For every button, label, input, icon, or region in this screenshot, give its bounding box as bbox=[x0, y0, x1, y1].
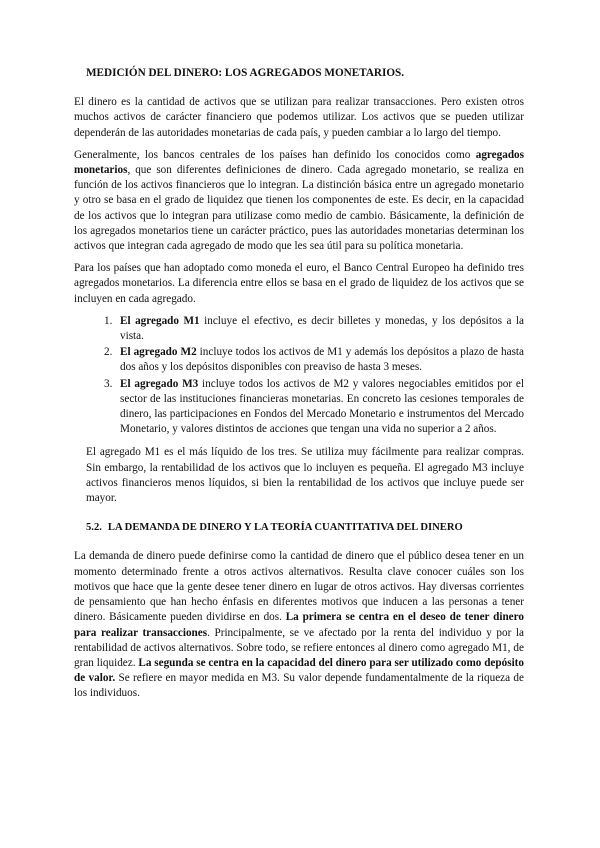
paragraph-liquidity: El agregado M1 es el más líquido de los tres. Se utiliza muy fácilmente para realizar compras. Sin embargo, la rentabilidad de los activos que lo incluyen es pequeña. El agregado M3 incluye activos financieros menos líquidos, si bien la rentabilidad de los activos que incluye puede ser mayor. bbox=[86, 446, 524, 505]
list-number: 2. bbox=[104, 346, 113, 359]
list-number: 3. bbox=[104, 377, 113, 390]
list-text: incluye todos los activos de M2 y valores negociables emitidos por el sector de las instituciones financieras monetarias. En concreto las cesiones temporales de dinero, las participaciones en Fondos del Mercado Monetario e instrumentos del Mercado Monetario, y valores distintos de acciones que tengan una vida no superior a 2 años. bbox=[120, 377, 524, 436]
paragraph-text: La demanda de dinero puede definirse como la cantidad de dinero que el público desea tener en un momento determinado frente a otros activos alternativos. Resulta clave conocer cuáles son los motivos que hace que la gente desee tener dinero en lugar de otros activos. Hay diversas corrientes de pensamiento que han hecho énfasis en diferentes motivos que inducen a las personas a tener dinero. Básicamente pueden dividirse en dos. bbox=[74, 550, 524, 624]
bold-term: La primera se centra en el deseo de tener dinero para realizar transacciones bbox=[74, 611, 524, 639]
paragraph-text: , que son diferentes definiciones de dinero. Cada agregado monetario, se realiza en función de los activos financieros que lo integran. La distinción básica entre un agregado monetario y otro se basa en el grado de liquidez que tienen los componentes de este. Es decir, en la capacidad de los activos que lo integran para utilizase como medio de cambio. Básicamente, la definición de los agregados monetarios tiene un carácter práctico, pues las autoridades monetarias determinan los activos que integran cada agregado de modo que les sea útil para su política monetaria. bbox=[74, 164, 524, 253]
aggregates-list bbox=[74, 314, 524, 438]
paragraph-text: Generalmente, los bancos centrales de los países han definido los conocidos como bbox=[74, 148, 476, 161]
list-bold-term: El agregado M1 bbox=[120, 314, 200, 327]
paragraph-intro: El dinero es la cantidad de activos que se utilizan para realizar transacciones. Pero existen otros muchos activos de carácter financiero que podemos utilizar. Los activos que se pueden utilizar dependerán de las autoridades monetarias de cada país, y pueden cambiar a lo largo del tiempo. bbox=[74, 96, 524, 139]
list-bold-term: El agregado M2 bbox=[120, 346, 197, 359]
bold-term: La segunda se centra en la capacidad del dinero para ser utilizado como depósito de valor. bbox=[74, 656, 524, 685]
page-title: MEDICIÓN DEL DINERO: LOS AGREGADOS MONETARIOS. bbox=[86, 67, 405, 79]
bold-term: agregados monetarios bbox=[74, 148, 524, 177]
section-heading bbox=[86, 520, 524, 535]
paragraph-text: Se refiere en mayor medida en M3. Su valor depende fundamentalmente de la riqueza de los individuos. bbox=[74, 672, 524, 700]
section-number: 5.2. bbox=[86, 522, 102, 534]
list-number: 1. bbox=[104, 314, 113, 327]
list-text: incluye todos los activos de M1 y además los depósitos a plazo de hasta dos años y los depósitos disponibles con preaviso de hasta 3 meses. bbox=[120, 346, 524, 374]
paragraph-money-demand bbox=[74, 549, 524, 701]
list-item bbox=[74, 345, 524, 375]
paragraph-aggregates bbox=[74, 148, 524, 254]
paragraph-euro: Para los países que han adoptado como moneda el euro, el Banco Central Europeo ha definido tres agregados monetarios. La diferencia entre ellos se basa en el grado de liquidez de los activos que se incluyen en cada agregado. bbox=[74, 262, 524, 305]
list-item bbox=[74, 377, 524, 438]
list-text: incluye el efectivo, es decir billetes y monedas, y los depósitos a la vista. bbox=[120, 314, 524, 343]
list-bold-term: El agregado M3 bbox=[120, 377, 199, 390]
list-item bbox=[74, 314, 524, 344]
section-title: LA DEMANDA DE DINERO Y LA TEORÍA CUANTITATIVA DEL DINERO bbox=[107, 522, 463, 534]
paragraph-text: . Principalmente, se ve afectado por la renta del individuo y por la rentabilidad de activos alternativos. Sobre todo, se refiere entonces al dinero como agregado M1, de gran liquidez. bbox=[74, 626, 524, 669]
document-page bbox=[74, 60, 524, 709]
